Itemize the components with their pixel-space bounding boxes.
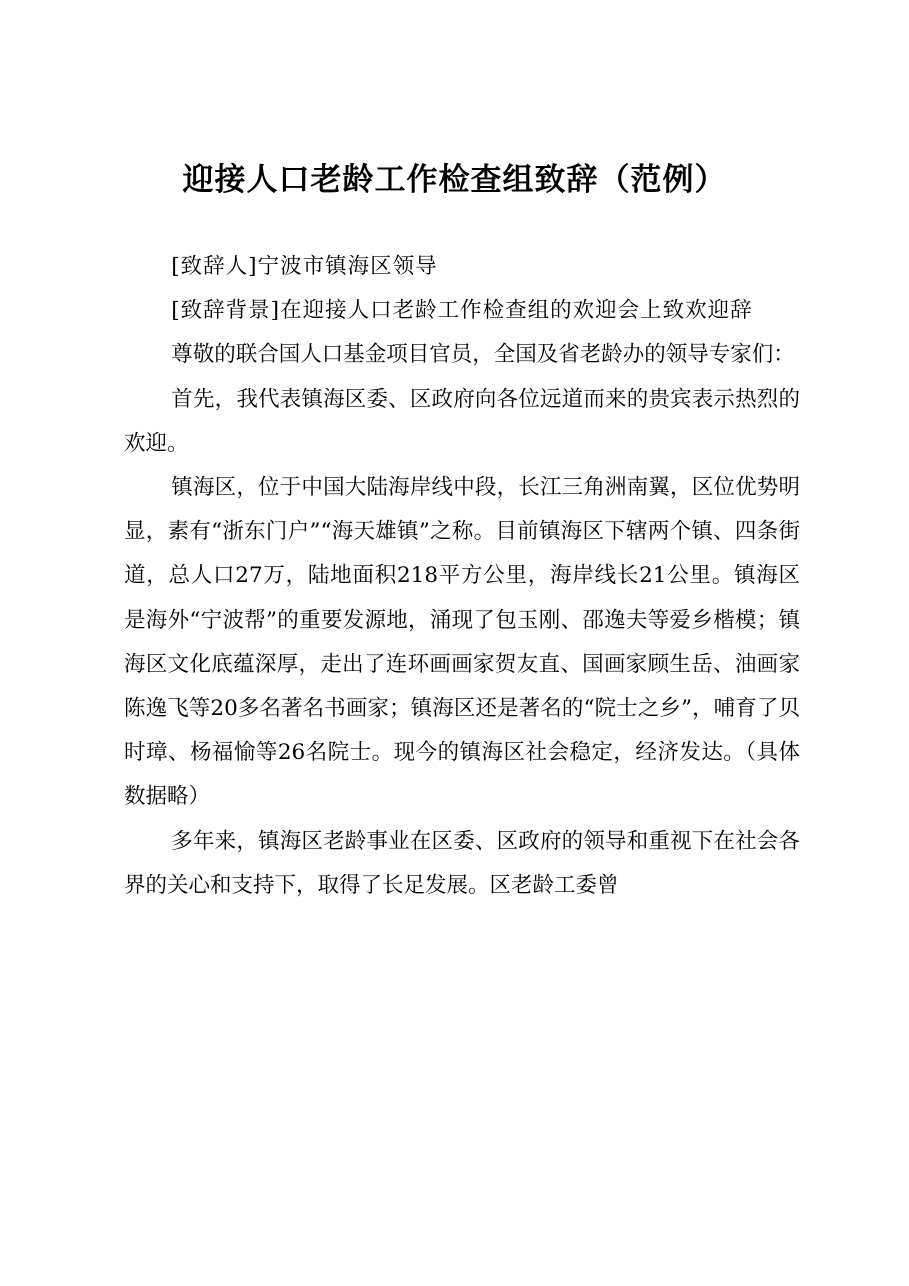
aging-work-paragraph: 多年来，镇海区老龄事业在区委、区政府的领导和重视下在社会各界的关心和支持下，取得了长足发展。区老龄工委曾: [124, 828, 800, 898]
background-paragraph: [致辞背景]在迎接人口老龄工作检查组的欢迎会上致欢迎辞: [171, 298, 753, 324]
district-intro-paragraph: 镇海区，位于中国大陆海岸线中段，长江三角洲南翼，区位优势明显，素有“浙东门户”“海天雄镇”之称。目前镇海区下辖两个镇、四条街道，总人口27万，陆地面积218平方公里，海岸线长21公里。镇海区是海外“宁波帮”的重要发源地，涌现了包玉刚、邵逸夫等爱乡楷模；镇海区文化底蕴深厚，走出了连环画画家贺友直、国画家顾生岳、油画家陈逸飞等20多名著名书画家；镇海区还是著名的“院士之乡”，哺育了贝时璋、杨福愉等26名院士。现今的镇海区社会稳定，经济发达。（具体数据略）: [124, 475, 800, 810]
document-body: [124, 245, 800, 908]
speaker-paragraph: [致辞人]宁波市镇海区领导: [171, 254, 438, 279]
document-title: 迎接人口老龄工作检查组致辞（范例）: [182, 162, 727, 198]
salutation-paragraph: 尊敬的联合国人口基金项目官员，全国及省老龄办的领导专家们：: [171, 342, 795, 368]
welcome-paragraph: 首先，我代表镇海区委、区政府向各位远道而来的贵宾表示热烈的欢迎。: [124, 386, 800, 456]
